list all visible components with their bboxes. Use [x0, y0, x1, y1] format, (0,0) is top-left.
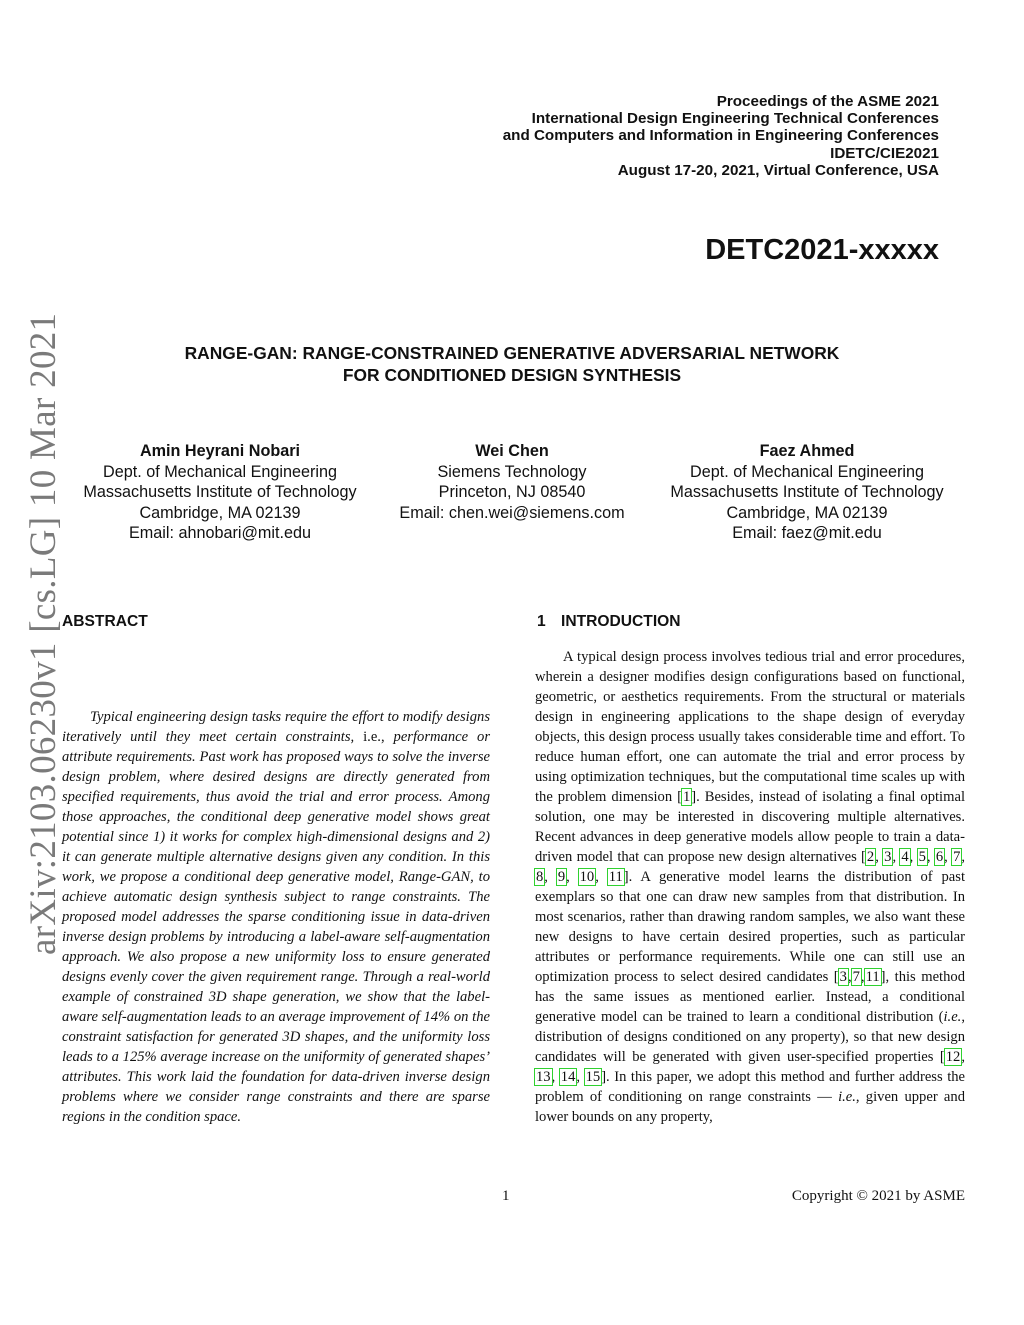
- proceedings-line: IDETC/CIE2021: [830, 144, 939, 162]
- citation-link[interactable]: 4: [901, 849, 909, 865]
- citation-link[interactable]: 8: [536, 869, 544, 885]
- citation-link[interactable]: 1: [682, 789, 691, 805]
- citation-link[interactable]: 2: [866, 849, 875, 865]
- intro-text-run: , distribution of designs conditioned on any property), so that new design candidates will be generated with given user-specified properties [: [535, 1009, 965, 1065]
- proceedings-line: Proceedings of the ASME 2021: [716, 93, 939, 110]
- author-affiliation: Siemens Technology: [437, 462, 587, 481]
- paper-title: [62, 343, 962, 386]
- author-email: Email: faez@mit.edu: [732, 524, 882, 542]
- intro-ie: i.e.: [943, 1009, 962, 1025]
- author-name: Faez Ahmed: [759, 442, 855, 460]
- author-affiliation: Dept. of Mechanical Engineering: [690, 462, 924, 481]
- citation-link[interactable]: 11: [608, 869, 623, 885]
- intro-text-run: ]. A generative model learns the distribution of past exemplars so that one can draw new samples from that distribution. In most scenarios, rather than drawing random samples, we also want these new designs to have certain desired properties, such as particular attributes or performance requirements. While one can still use an optimization process to select desired candidates [: [535, 869, 966, 985]
- author-block: [372, 441, 652, 523]
- author-name: Amin Heyrani Nobari: [139, 442, 301, 460]
- abstract-text-run: performance or attribute requirements. Past work has proposed ways to solve the inverse design problem, where desired designs are directly generated from specified requirements, thus avoid the trial and error process. Among those approaches, the conditional deep generative model shows great potential since 1) it works for complex high-dimensional designs and 2) it can generate multiple alternative designs given any condition. In this work, we propose a conditional deep generative model, Range-GAN, to achieve automatic design synthesis subject to range constraints. The proposed model addresses the sparse conditioning issue in data-driven inverse design problems by introducing a label-aware self-augmentation approach. We also propose a new uniformity loss to ensure generated designs evenly cover the given requirement range. Through a real-world example of constrained 3D shape generation, we show that the label-aware self-augmentation leads to an average improvement of 14% on the constraint satisfaction for generated 3D shapes, and the uniformity loss leads to a 125% average increase on the uniformity of generated shapes’ attributes. This work laid the foundation for data-driven inverse design problems where we consider range constraints and there are sparse regions in the condition space.: [62, 729, 490, 1125]
- intro-text-run: A typical design process involves tedious trial and error procedures, wherein a designer modifies design configurations based on functional, geometric, or aesthetics requirements. From the structural or materials design in engineering applications to the shape design of everyday objects, this design process usually takes considerable time and effort. To reduce human effort, one can automate the trial and error process by using optimization techniques, but the computational time scales up with the problem dimension [: [535, 649, 965, 805]
- intro-text-run: ], this method has the same issues as mentioned earlier. Instead, a conditional generative model can be trained to learn a conditional distribution (: [535, 969, 965, 1025]
- author-affiliation: Dept. of Mechanical Engineering: [103, 462, 337, 481]
- author-block: [60, 441, 380, 544]
- citation-link[interactable]: 9: [557, 869, 566, 885]
- author-affiliation: Princeton, NJ 08540: [438, 483, 586, 501]
- proceedings-header: [503, 93, 939, 179]
- introduction-body: A typical design process involves tedious trial and error procedures, wherein a designer modifies design configurations based on functional, geometric, or aesthetics requirements. From the structural or materials design in engineering applications to the shape design of everyday objects, this design process usually takes considerable time and effort. To reduce human effort, one can automate the trial and error process by using optimization techniques, but the computational time scales up with the problem dimension [1]. Besides, instead of isolating a final optimal solution, one may be interested in discovering multiple alternatives. Recent advances in deep generative models allow people to train a data-driven model that can propose new design alternatives [2, 3, 4, 5, 6, 7, 8, 9, 10, 11]. A generative model learns the distribution of past exemplars so that one can draw new samples from that distribution. In most scenarios, rather than drawing random samples, we also want these new designs to have certain desired properties, such as particular attributes or performance requirements. While one can still use an optimization process to select desired candidates [3,7,11], this method has the same issues as mentioned earlier. Instead, a conditional generative model can be trained to learn a conditional distribution (i.e., distribution of designs conditioned on any property), so that new design candidates will be generated with given user-specified properties [12, 13, 14, 15]. In this paper, we adopt this method and further address the problem of conditioning on range constraints — i.e., given upper and lower bounds on any property,: [535, 649, 966, 1125]
- page-number: 1: [502, 1188, 510, 1204]
- intro-text-run: ]. Besides, instead of isolating a final optimal solution, one may be interested in discovering multiple alternatives. Recent advances in deep generative models allow people to train a data-driven model that can propose new design alternatives [: [535, 789, 965, 865]
- proceedings-line: August 17-20, 2021, Virtual Conference, USA: [617, 161, 939, 179]
- author-affiliation: Cambridge, MA 02139: [139, 503, 301, 522]
- citation-link[interactable]: 7: [953, 849, 961, 865]
- arxiv-stamp: arXiv:2103.06230v1 [cs.LG] 10 Mar 2021: [23, 312, 64, 955]
- abstract-heading: ABSTRACT: [62, 613, 148, 630]
- intro-text-run: ]. In this paper, we adopt this method and further address the problem of conditioning on range constraints —: [535, 1069, 966, 1105]
- citation-link[interactable]: 3: [884, 849, 892, 865]
- citation-link[interactable]: 12: [945, 1049, 961, 1065]
- author-block: [648, 441, 966, 544]
- author-email: Email: chen.wei@siemens.com: [399, 503, 625, 522]
- citation-link[interactable]: 14: [560, 1069, 576, 1085]
- citation-link[interactable]: 7: [852, 969, 860, 985]
- citation-link[interactable]: 11: [865, 969, 880, 985]
- paper-title-line: FOR CONDITIONED DESIGN SYNTHESIS: [342, 364, 682, 385]
- paper-number: DETC2021-xxxxx: [705, 234, 939, 266]
- citation-link[interactable]: 15: [585, 1069, 601, 1085]
- section-title: INTRODUCTION: [561, 613, 681, 630]
- author-email: Email: ahnobari@mit.edu: [129, 524, 311, 542]
- intro-text-run: , given upper and lower bounds on any property,: [535, 1089, 965, 1125]
- proceedings-line: and Computers and Information in Engineering Conferences: [502, 127, 939, 145]
- paper-title-line: RANGE-GAN: RANGE-CONSTRAINED GENERATIVE ADVERSARIAL NETWORK: [184, 343, 840, 363]
- proceedings-line: International Design Engineering Technical Conferences: [531, 110, 939, 128]
- citation-link[interactable]: 13: [536, 1069, 551, 1085]
- citation-link[interactable]: 5: [918, 849, 926, 865]
- section-number: 1: [537, 613, 546, 630]
- author-affiliation: Cambridge, MA 02139: [726, 503, 888, 522]
- citation-link[interactable]: 3: [839, 969, 847, 985]
- introduction-heading: [537, 612, 681, 631]
- intro-ie: i.e.: [838, 1089, 856, 1105]
- abstract-ie: i.e.,: [363, 729, 385, 745]
- author-affiliation: Massachusetts Institute of Technology: [83, 483, 357, 501]
- abstract-text-run: Typical engineering design tasks require the effort to modify designs iteratively until they meet certain constraints,: [62, 709, 490, 745]
- abstract-body: [62, 707, 490, 1127]
- author-name: Wei Chen: [475, 442, 549, 460]
- author-affiliation: Massachusetts Institute of Technology: [670, 483, 944, 501]
- copyright-notice: Copyright © 2021 by ASME: [791, 1188, 965, 1204]
- citation-link[interactable]: 10: [579, 869, 595, 885]
- citation-link[interactable]: 6: [935, 849, 944, 865]
